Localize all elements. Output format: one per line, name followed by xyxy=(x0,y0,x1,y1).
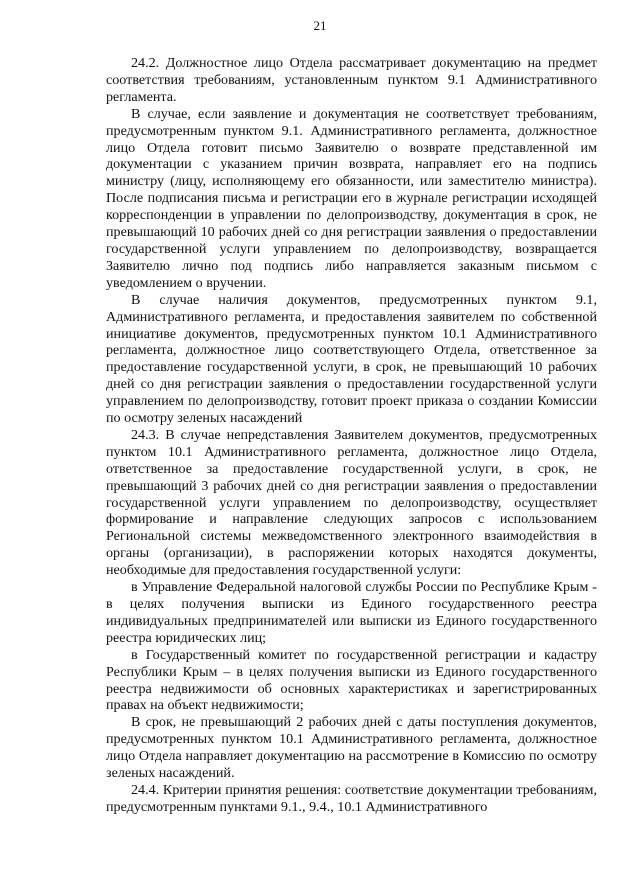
document-body xyxy=(106,55,597,816)
paragraph-return-conditions: В случае, если заявление и документация не соответствует требованиям, предусмотренным пунктом 9.1. Административного регламента, должностное лицо Отдела готовит письмо Заявителю о возврате представленной им документации с указанием причин возврата, направляет его на подпись министру (лицу, исполняющему его обязанности, или заместителю министра). После подписания письма и регистрации его в журнале регистрации исходящей корреспонденции в управлении по делопроизводству, документация в срок, не превышающий 10 рабочих дней со дня регистрации заявления о предоставлении государственной услуги управлением по делопроизводству, возвращается Заявителю лично под подпись либо направляется заказным письмом с уведомлением о вручении. xyxy=(106,105,597,291)
paragraph-registry-request: в Государственный комитет по государственной регистрации и кадастру Республики Крым – в целях получения выписки из Единого государственного реестра недвижимости об основных характеристиках и зарегистрированных правах на объект недвижимости; xyxy=(106,646,597,714)
paragraph-24-4: 24.4. Критерии принятия решения: соответствие документации требованиям, предусмотренным пунктами 9.1., 9.4., 10.1 Административного xyxy=(106,781,597,815)
paragraph-forwarding-deadline: В срок, не превышающий 2 рабочих дней с даты поступления документов, предусмотренных пунктом 10.1 Административного регламента, должностное лицо Отдела направляет документацию на рассмотрение в Комиссию по осмотру зеленых насаждений. xyxy=(106,714,597,782)
paragraph-24-3: 24.3. В случае непредставления Заявителем документов, предусмотренных пунктом 10.1 Административного регламента, должностное лицо Отдела, ответственное за предоставление государственной услуги, в срок, не превышающий 3 рабочих дней со дня регистрации заявления о предоставлении государственной услуги управлением по делопроизводству, осуществляет формирование и направление следующих запросов с использованием Региональной системы межведомственного электронного взаимодействия в органы (организации), в распоряжении которых находятся документы, необходимые для предоставления государственной услуги: xyxy=(106,426,597,579)
paragraph-commission-order: В случае наличия документов, предусмотренных пунктом 9.1, Административного регламента, и предоставления заявителем по собственной инициативе документов, предусмотренных пунктом 10.1 Административного регламента, должностное лицо соответствующего Отдела, ответственное за предоставление государственной услуги, в срок, не превышающий 10 рабочих дней со дня регистрации заявления о предоставлении государственной услуги управлением по делопроизводству, готовит проект приказа о создании Комиссии по осмотру зеленых насаждений xyxy=(106,291,597,427)
paragraph-tax-service-request: в Управление Федеральной налоговой службы России по Республике Крым - в целях получения выписки из Единого государственного реестра индивидуальных предпринимателей или выписки из Единого государственного реестра юридических лиц; xyxy=(106,579,597,646)
paragraph-24-2: 24.2. Должностное лицо Отдела рассматривает документацию на предмет соответствия требованиям, установленным пунктом 9.1 Административного регламента. xyxy=(106,55,597,105)
page-number: 21 xyxy=(313,18,327,33)
